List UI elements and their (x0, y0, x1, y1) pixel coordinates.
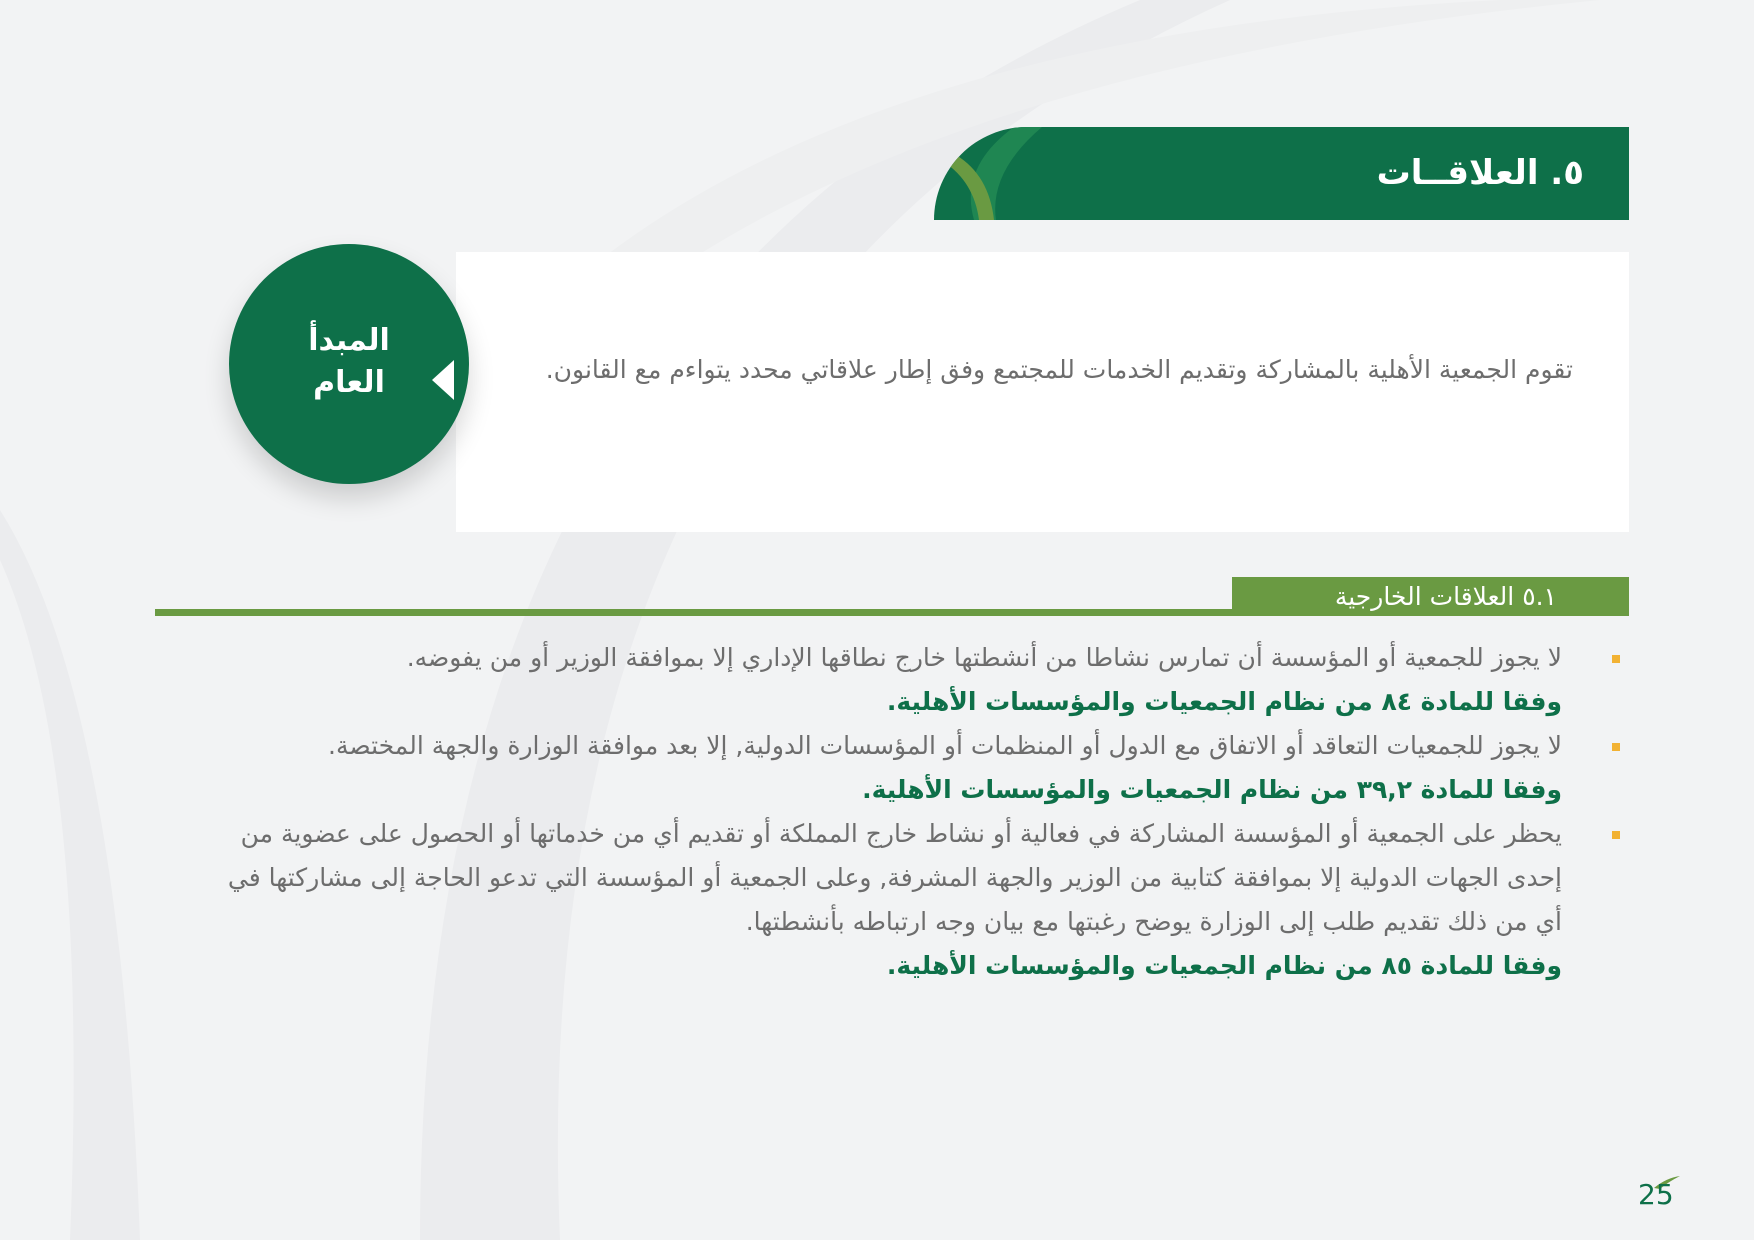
bullet-text: لا يجوز للجمعية أو المؤسسة أن تمارس نشاطا من أنشطتها خارج نطاقها الإداري إلا بموافقة الوزير أو من يفوضه. (406, 643, 1562, 672)
section-header (934, 127, 1629, 220)
principle-text: تقوم الجمعية الأهلية بالمشاركة وتقديم الخدمات للمجتمع وفق إطار علاقاتي محدد يتواءم مع القانون. (545, 355, 1573, 384)
header-decoration (934, 127, 1094, 220)
page-number: 25 (1638, 1178, 1674, 1211)
bullet-text: يحظر على الجمعية أو المؤسسة المشاركة في فعالية أو نشاط خارج المملكة أو تقديم أي من خدماتها أو الحصول على عضوية من إحدى الجهات الدولية إلا بموافقة كتابية من الوزير والجهة المشرفة, وعلى الجمعية أو المؤسسة التي تدعو الحاجة إلى مشاركتها في أي من ذلك تقديم طلب إلى الوزارة يوضح رغبتها مع بيان وجه ارتباطه بأنشطتها. (227, 819, 1562, 936)
bullet-marker-icon (1612, 655, 1620, 663)
bullet-list (130, 636, 1630, 988)
list-item (130, 636, 1630, 724)
bullet-marker-icon (1612, 743, 1620, 751)
principle-label-line2: العام (313, 365, 385, 400)
list-item (130, 724, 1630, 812)
principle-card (456, 252, 1629, 532)
principle-pointer (432, 360, 454, 400)
bullet-reference: وفقا للمادة ٨٥ من نظام الجمعيات والمؤسسات الأهلية. (886, 951, 1562, 980)
subsection-title: ٥.١ العلاقات الخارجية (1334, 582, 1557, 611)
bullet-reference: وفقا للمادة ٣٩,٢ من نظام الجمعيات والمؤسسات الأهلية. (862, 775, 1562, 804)
bullet-reference: وفقا للمادة ٨٤ من نظام الجمعيات والمؤسسات الأهلية. (886, 687, 1562, 716)
bullet-marker-icon (1612, 831, 1620, 839)
section-title: ٥. العلاقــات (1376, 153, 1584, 193)
list-item (130, 812, 1630, 988)
subsection-header (1232, 577, 1629, 616)
principle-label-line1: المبدأ (308, 323, 390, 358)
bullet-text: لا يجوز للجمعيات التعاقد أو الاتفاق مع الدول أو المنظمات أو المؤسسات الدولية, إلا بعد موافقة الوزارة والجهة المختصة. (328, 731, 1562, 760)
